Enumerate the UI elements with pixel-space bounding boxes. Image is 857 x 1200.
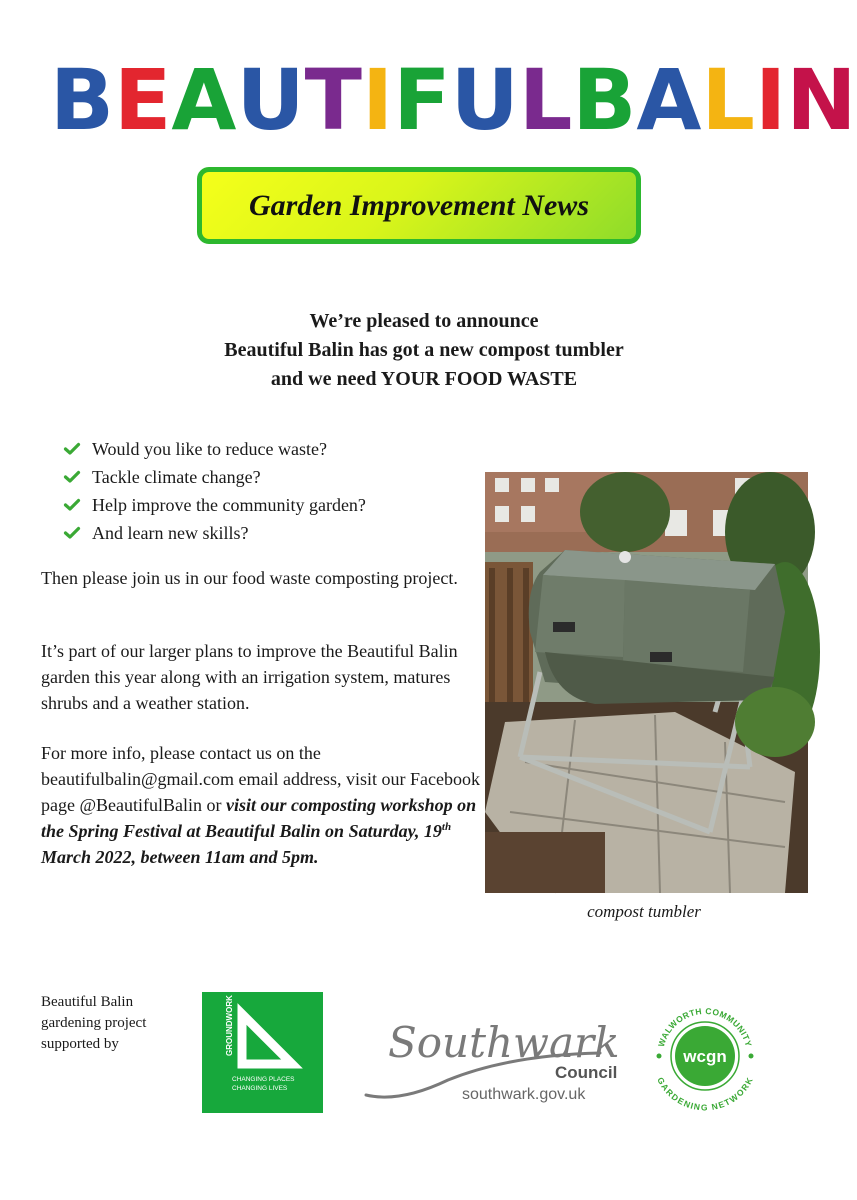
title-letter: T (304, 51, 362, 149)
page-title (50, 51, 857, 149)
check-icon (64, 471, 80, 483)
join-paragraph: Then please join us in our food waste composting project. (41, 568, 458, 588)
check-icon (64, 443, 80, 455)
photo-caption: compost tumbler (587, 902, 701, 921)
council-url: southwark.gov.uk (462, 1086, 586, 1103)
groundwork-name: GROUNDWORK (225, 995, 234, 1056)
title-letter: F (393, 51, 451, 149)
title-letter: I (754, 51, 787, 149)
announcement-line: We’re pleased to announce (309, 310, 539, 332)
title-letter: A (171, 51, 237, 149)
title-letter: E (114, 51, 172, 149)
workshop-date-text: visit our composting workshop on the Spring Festival at Beautiful Balin on Saturday, 19 (41, 795, 477, 841)
announcement-line: and we need YOUR FOOD WASTE (270, 368, 578, 390)
title-letter: B (50, 51, 115, 149)
title-letter: U (450, 51, 519, 149)
compost-tumbler-photo (485, 472, 808, 893)
groundwork-logo (202, 992, 323, 1113)
list-item-text: Would you like to reduce waste? (92, 439, 327, 459)
list-item (64, 435, 366, 463)
title-letter: I (361, 51, 394, 149)
announcement-line: Beautiful Balin has got a new compost tumbler (224, 339, 624, 361)
supporter-note (41, 992, 191, 1055)
newsletter-banner (197, 167, 641, 244)
contact-text: For more info, please contact us on the beautifulbalin@gmail.com email address, visit our Facebook page @BeautifulBalin or (41, 743, 480, 815)
wcgn-logo (645, 996, 765, 1116)
title-letter: L (701, 51, 755, 149)
southwark-wordmark: Southwark (388, 1018, 620, 1067)
wcgn-abbr: wcgn (683, 1047, 727, 1066)
date-suffix: th (441, 821, 452, 833)
banner-text: Garden Improvement News (249, 188, 589, 222)
check-icon (64, 527, 80, 539)
list-item-text: And learn new skills? (92, 523, 249, 543)
supporter-line: Beautiful Balin (41, 994, 134, 1010)
title-letter: A (636, 51, 702, 149)
wcgn-bottom-text: GARDENING NETWORK (655, 1075, 755, 1113)
list-item (64, 491, 366, 519)
title-letter: L (518, 51, 573, 149)
supporter-line: gardening project (41, 1015, 147, 1031)
groundwork-tagline: CHANGING PLACES (232, 1076, 295, 1083)
list-item-text: Help improve the community garden? (92, 495, 366, 515)
contact-paragraph (41, 740, 481, 870)
groundwork-tagline: CHANGING LIVES (232, 1085, 288, 1092)
council-label: Council (555, 1063, 618, 1082)
plans-paragraph: It’s part of our larger plans to improve the Beautiful Balin garden this year along with an irrigation system, matures shrubs and a weather station. (41, 641, 458, 713)
wcgn-top-text: WALWORTH COMMUNITY (656, 1005, 754, 1048)
list-item-text: Tackle climate change? (92, 467, 261, 487)
check-icon (64, 499, 80, 511)
title-letter: N (786, 51, 857, 149)
workshop-time-text: March 2022, between 11am and 5pm. (41, 847, 319, 867)
list-item (64, 463, 366, 491)
announcement (100, 307, 748, 394)
question-list (64, 435, 366, 547)
supporter-line: supported by (41, 1036, 119, 1052)
title-letter: B (572, 51, 637, 149)
title-letter: U (236, 51, 305, 149)
list-item (64, 519, 366, 547)
